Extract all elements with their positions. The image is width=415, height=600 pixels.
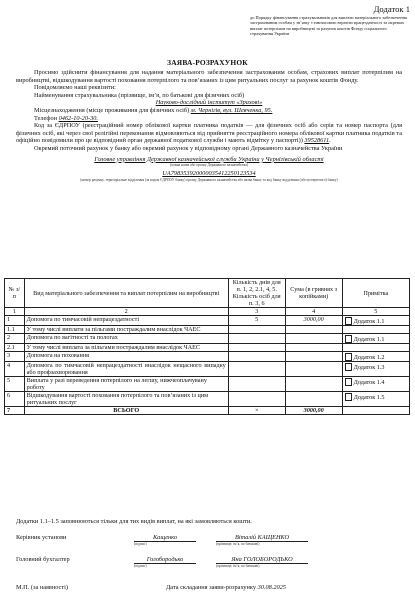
row-sum: 3000,00 [285, 316, 342, 326]
treasury-caption: (повна назва або органу Державного казначейства) [170, 163, 248, 168]
date-value: 30.08.2025 [257, 584, 286, 591]
row-note: Додаток 1.1 [353, 335, 385, 343]
signature-row-director [16, 534, 408, 554]
colnum-5: 5 [342, 308, 409, 316]
total-sum: 3000,00 [285, 407, 342, 415]
edrpou-text: Код за ЄДРПОУ (реєстраційний номер облікової картки платника податків — для фізичних осіб або серія та номер паспорта (для фізичних осіб, які через свої релігійні переконання відмовляються від прийняття реєстраційного номера облікової картки платника податків та офіційно повідомили про це відповідний орган державної податкової служби і мають відмітку у паспорті)) [16, 122, 402, 145]
row-note [342, 326, 409, 334]
signature-sign-caption: (підпис) [134, 564, 147, 568]
location-label: Місцезнаходження (місце проживання для фізичних осіб) [34, 106, 190, 114]
row-days [228, 326, 285, 334]
row-num: 2 [5, 334, 25, 344]
stamp-label: М.П. (за наявності) [16, 584, 68, 591]
signature-sign: Кащенко [134, 534, 196, 542]
table-row [5, 392, 410, 407]
row-name: Допомога по тимчасовій непрацездатності внаслідок нещасного випадку або профзахворювання [24, 362, 228, 377]
row-days [228, 377, 285, 392]
row-name: У тому числі виплати за пільгами постраждалим внаслідок ЧАЕС [24, 326, 228, 334]
row-days [228, 352, 285, 362]
row-note: Додаток 1.4 [353, 378, 385, 386]
total-num: 7 [5, 407, 25, 415]
table-row [5, 352, 410, 362]
payments-table [4, 278, 410, 415]
row-note: Додаток 1.2 [353, 353, 385, 361]
iban-value: UA798353920000035412250123534 [162, 170, 256, 178]
treasury-value: Головне управління Державної казначейської служби України у Чернігівській області [94, 155, 324, 163]
row-num: 2.1 [5, 344, 25, 352]
signature-sign: Голобородько [134, 556, 196, 564]
row-name: У тому числі виплата за пільгами постраждалим внаслідок ЧАЕС [24, 344, 228, 352]
intro-paragraph: Просимо здійснити фінансування для надання матеріального забезпечення застрахованим особам, страхових виплат потерпілим на виробництві, відшкодування вартості поховання потерпілого та пов’язаних із цим ритуальних послуг за рахунок коштів Фонду. [16, 69, 402, 84]
table-row [5, 344, 410, 352]
table-row [5, 326, 410, 334]
signature-name: Віталій КАЩЕНКО [216, 534, 308, 542]
row-days [228, 344, 285, 352]
annex-checkbox[interactable] [345, 393, 352, 401]
phone-value: 0462-10-20-30. [58, 114, 98, 122]
account-text: Окремий поточний рахунок у банку або окремий рахунок у відповідному органі Державного казначейства України [34, 144, 343, 152]
annex-title: Додаток 1 [373, 4, 410, 14]
row-sum [285, 377, 342, 392]
row-num: 1 [5, 316, 25, 326]
colnum-2: 2 [24, 308, 228, 316]
row-sum [285, 362, 342, 377]
insurer-value: Науково-дослідний інститут «Зрахові» [155, 99, 263, 107]
annex-text: до Порядку фінансування страхувальників для виплати матеріального забезпечення застрахованим особам у зв’язку з тимчасовою втратою працездатності та окремих виплат потерпілим на виробництві за рахунок коштів Фонду соціального страхування України [250, 15, 407, 36]
row-num: 6 [5, 392, 25, 407]
annex-checkbox[interactable] [345, 378, 352, 386]
iban-caption: (номер рахунку, територіальне відділення (за кодом ЄДРПОУ банку) органу Державного казначейства або назва банку та код банку відділення (обслуговуючого) банку) [80, 177, 338, 182]
details-heading: Повідомляємо наші реквізити: [34, 84, 116, 92]
total-note [342, 407, 409, 415]
row-num: 5 [5, 377, 25, 392]
total-row [5, 407, 410, 415]
table-row [5, 377, 410, 392]
header-sum: Сума (в гривнях з копійками) [285, 279, 342, 308]
signature-name-caption: (прізвище, ім’я, по батькові) [216, 564, 260, 568]
row-num: 1.1 [5, 326, 25, 334]
table-row [5, 316, 410, 326]
annex-checkbox[interactable] [345, 363, 352, 371]
annex-header [250, 4, 410, 36]
document-title: ЗАЯВА-РОЗРАХУНОК [167, 58, 248, 67]
header-num: № з/п [5, 279, 25, 308]
row-sum [285, 334, 342, 344]
row-days [228, 334, 285, 344]
signature-role: Головний бухгалтер [16, 556, 70, 563]
signature-name: Яна ГОЛОБОРОДЬКО [216, 556, 308, 564]
signature-row-accountant [16, 556, 408, 576]
row-sum [285, 344, 342, 352]
row-name: Відшкодування вартості поховання потерпілого та пов’язаних із цим ритуальних послуг [24, 392, 228, 407]
location-row [16, 107, 402, 115]
location-value: м. Чернігів, вул. Шевченка, 95. [190, 106, 273, 114]
signature-name-caption: (прізвище, ім’я, по батькові) [216, 542, 260, 546]
date-label: Дата складання заяви-розрахунку [166, 584, 257, 591]
table-row [5, 334, 410, 344]
annex-checkbox[interactable] [345, 335, 352, 343]
phone-row [16, 115, 402, 123]
insurer-label: Найменування страхувальника (прізвище, ім’я, по батькові для фізичних осіб) [34, 91, 245, 99]
edrpou-value: 39528611 [304, 137, 330, 145]
annex-checkbox[interactable] [345, 317, 352, 325]
row-sum [285, 326, 342, 334]
row-name: Допомога на поховання [24, 352, 228, 362]
header-note: Примітка [342, 279, 409, 308]
phone-label: Телефон [34, 114, 58, 122]
row-sum [285, 352, 342, 362]
row-note: Додаток 1.3 [353, 363, 385, 371]
total-days: × [228, 407, 285, 415]
row-note [342, 344, 409, 352]
row-num: 4 [5, 362, 25, 377]
table-row [5, 362, 410, 377]
document-body [16, 69, 402, 182]
row-days: 5 [228, 316, 285, 326]
row-days [228, 392, 285, 407]
header-name: Вид матеріального забезпечення та виплат потерпілим на виробництві [24, 279, 228, 308]
annex-checkbox[interactable] [345, 353, 352, 361]
signature-role: Керівник установи [16, 534, 67, 541]
row-name: Виплата у разі переведення потерпілого на легшу, нижчеоплачувану роботу [24, 377, 228, 392]
signature-sign-caption: (підпис) [134, 542, 147, 546]
row-name: Допомога по тимчасовій непрацездатності [24, 316, 228, 326]
total-label: ВСЬОГО [24, 407, 228, 415]
row-name: Допомога по вагітності та пологах [24, 334, 228, 344]
colnum-1: 1 [5, 308, 25, 316]
bottom-row [16, 584, 408, 591]
colnum-4: 4 [285, 308, 342, 316]
date-row [166, 584, 286, 591]
row-note: Додаток 1.1 [353, 317, 385, 325]
footnote: Додатки 1.1–1.5 заповнюються тільки для тих видів виплат, на які замовляються кошти. [16, 518, 252, 525]
row-note: Додаток 1.5 [353, 393, 385, 401]
header-days: Кількість днів для п. 1, 2, 2.1, 4, 5. Кількість осіб для п. 3, 6 [228, 279, 285, 308]
row-sum [285, 392, 342, 407]
row-num: 3 [5, 352, 25, 362]
edrpou-row: Код за ЄДРПОУ (реєстраційний номер облікової картки платника податків — для фізичних осіб або серія та номер паспорта (для фізичних осіб, які через свої релігійні переконання відмовляються від прийняття реєстраційного номера облікової картки платника податків та офіційно повідомили про це відповідний орган державної податкової служби і мають відмітку у паспорті)) 39528611. [16, 122, 402, 145]
colnum-3: 3 [228, 308, 285, 316]
row-days [228, 362, 285, 377]
